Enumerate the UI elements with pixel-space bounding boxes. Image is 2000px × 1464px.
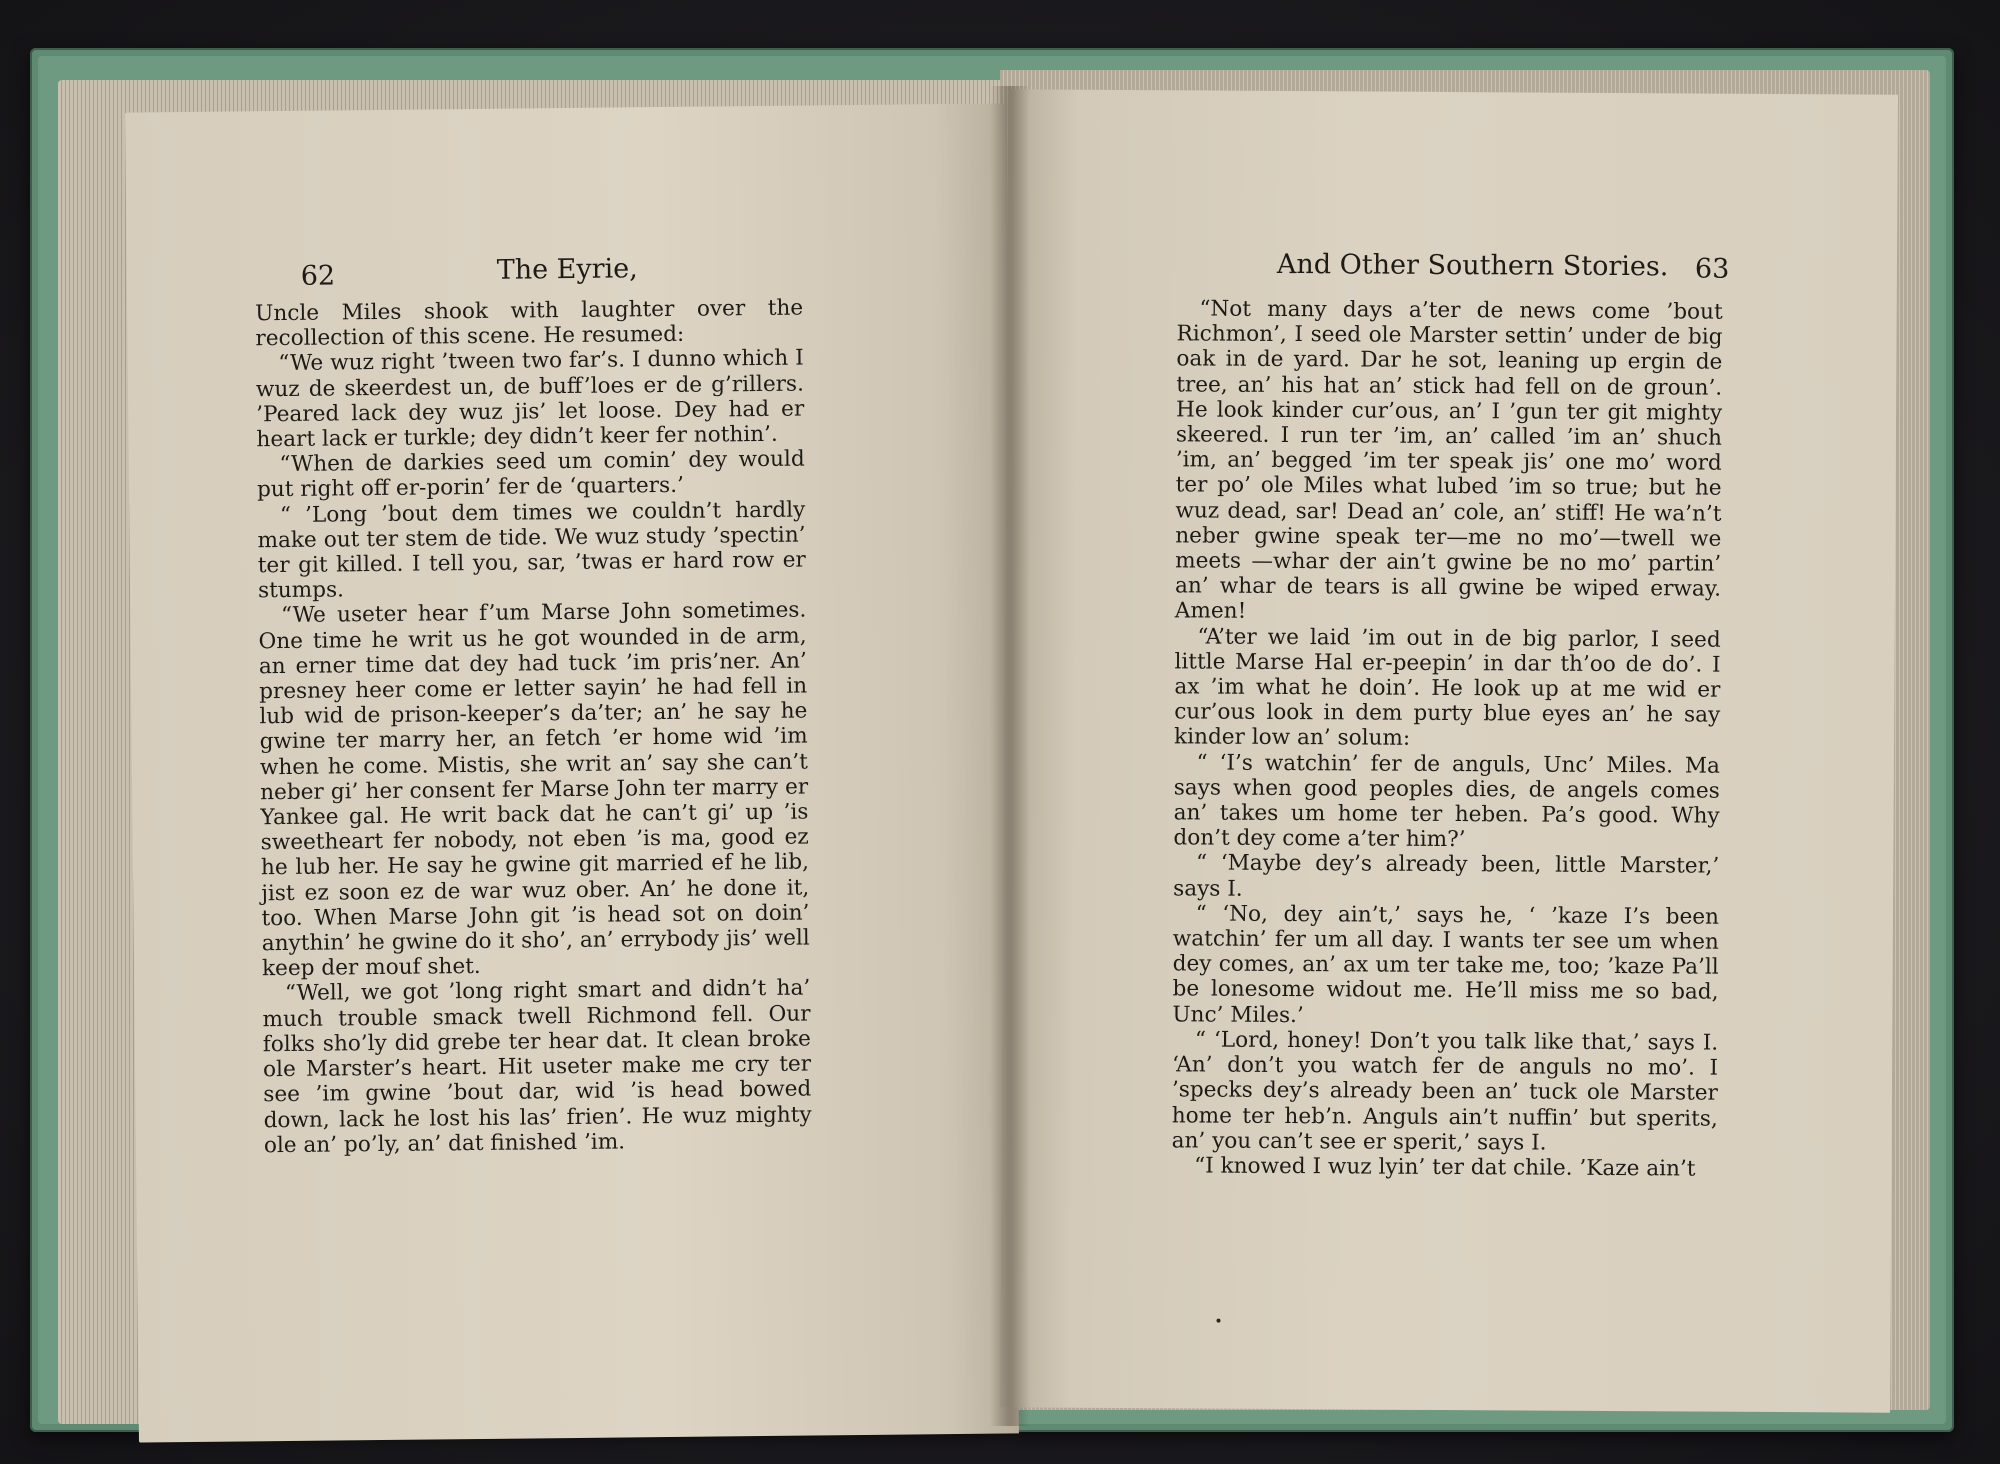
paragraph: “ ‘Lord, honey! Don’t you talk like that,’ says I. ‘An’ don’t you watch fer de anguls no mo’. I ’specks dey’s already been an’ tuck ole Marster home ter heb’n. Anguls ain’t nuffin’ but sperits, an’ you can’t see er sperit,’ says I. <box>1171 1027 1719 1156</box>
right-running-head: And Other Southern Stories. <box>1276 248 1669 283</box>
paragraph: “We useter hear f’um Marse John sometimes. One time he writ us he got wounded in de arm, an erner time dat dey had tuck ’im pris’ner. An’ presney heer come er letter sayin’ he had fell in lub wid de prison-keeper’s da’ter; an’ he say he gwine ter marry her, an fetch ’er home wid ’im when he come. Mistis, she writ an’ say she can’t neber gi’ her consent fer Marse John ter marry er Yankee gal. He writ back dat he can’t gi’ up ’is sweetheart fer nobody, not eben ’is ma, good ez he lub her. He say he gwine git married ef he lib, jist ez soon ez de war wuz ober. An’ he done it, too. When Marse John git ’is head sot on doin’ anythin’ he gwine do it sho’, an’ errybody jis’ well keep der mouf shet. <box>258 597 810 982</box>
right-page <box>1000 89 1898 1412</box>
paragraph: “I knowed I wuz lyin’ ter dat chile. ’Kaze ain’t <box>1194 1153 1696 1182</box>
right-page-text <box>1171 296 1722 1181</box>
left-page-number: 62 <box>300 260 336 292</box>
paragraph: “ ‘I’s watchin’ fer de anguls, Unc’ Miles. Ma says when good peoples dies, de angels comes an’ takes um home ter heben. Pa’s good. Why don’t dey come a’ter him?’ <box>1173 750 1720 853</box>
paragraph: “When de darkies seed um comin’ dey would put right off er-porin’ fer de ‘quarters.’ <box>256 446 805 503</box>
paragraph: Uncle Miles shook with laughter over the recollection of this scene. He resumed: <box>255 295 804 352</box>
book-gutter <box>990 86 1030 1426</box>
right-page-number: 63 <box>1694 253 1730 285</box>
paragraph: “We wuz right ’tween two far’s. I dunno which I wuz de skeerdest un, de buff’loes er de g’rillers. ’Peared lack dey wuz jis’ let loose. Dey had er heart lack er turkle; dey didn’t keer fer nothin’. <box>255 345 805 453</box>
paragraph: “Not many days a’ter de news come ’bout Richmon’, I seed ole Marster settin’ under de big oak in de yard. Dar he sot, leaning up ergin de tree, an’ his hat an’ stick had fell on de groun’. He look kinder cur’ous, an’ I ’gun ter git mighty skeered. I run ter ’im, an’ called ’im an’ shuch ’im, an’ begged ’im ter speak jis’ one mo’ word ter po’ ole Miles what lubed ’im so true; but he wuz dead, sar! Dead an’ cole, an’ stiff! He wa’n’t neber gwine speak ter—me no mo’—twell we meets —whar der ain’t gwine be no mo’ partin’ an’ whar de tears is all gwine be wiped erway. Amen! <box>1174 296 1723 625</box>
paragraph: “ ’Long ’bout dem times we couldn’t hardly make out ter stem de tide. We wuz study ’spectin’ ter git killed. I tell you, sar, ’twas er hard row er stumps. <box>257 497 806 604</box>
paragraph: “ ‘No, dey ain’t,’ says he, ‘ ’kaze I’s been watchin’ fer um all day. I wants ter see um when dey comes, an’ ax um ter take me, too; ’kaze Pa’ll be lonesome widout me. He’ll miss me so bad, Unc’ Miles.’ <box>1172 901 1720 1028</box>
left-running-head: The Eyrie, <box>496 253 638 286</box>
ink-speck <box>1217 1319 1221 1323</box>
paragraph: “Well, we got ’long right smart and didn’t ha’ much trouble smack twell Richmond fell. Our folks sho’ly did grebe ter hear dat. It clean broke ole Marster’s heart. Hit useter make me cry ter see ’im gwine ’bout dar, wid ’is head bowed down, lack he lost his las’ frien’. He wuz mighty ole an’ po’ly, an’ dat finished ’im. <box>262 976 812 1158</box>
left-page-text <box>255 296 812 1159</box>
paragraph: “A’ter we laid ’im out in de big parlor, I seed little Marse Hal er-peepin’ in dar th’oo de do’. I ax ’im what he doin’. He look up at me wid er cur’ous look in dem purty blue eyes an’ he say kinder low an’ solum: <box>1174 624 1721 752</box>
left-page <box>125 103 1019 1442</box>
paragraph: “ ‘Maybe dey’s already been, little Marster,’ says I. <box>1173 850 1720 902</box>
